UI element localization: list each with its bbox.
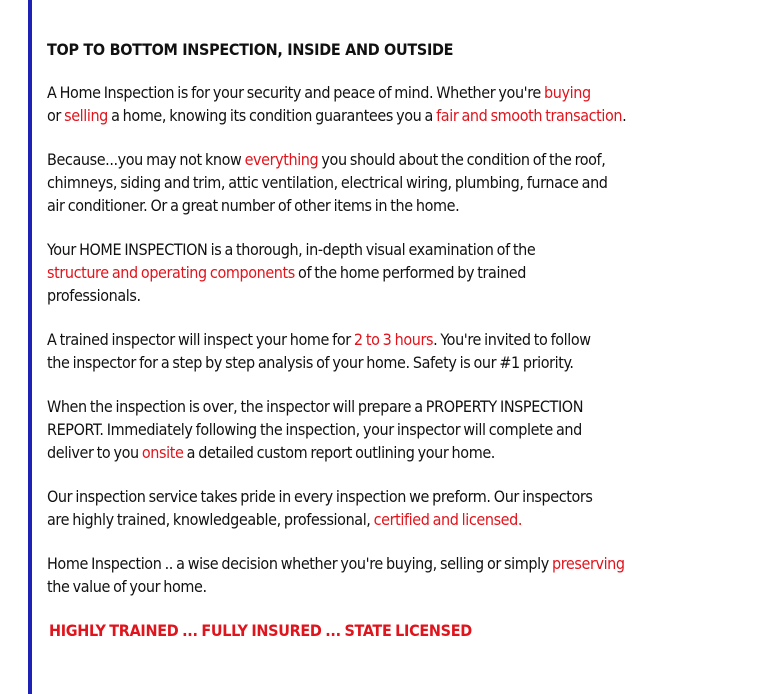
paragraph-line: professionals. [47,286,141,305]
text-run: Because...you may not know [47,150,245,169]
paragraph-line [47,148,747,171]
highlight-selling: selling [64,106,108,125]
highlight-duration: 2 to 3 hours [353,330,434,349]
paragraph-report [47,395,747,464]
text-run: A trained inspector will inspect your home for [47,330,354,349]
paragraph-line: air conditioner. Or a great number of other items in the home. [47,196,460,215]
text-run: A Home Inspection is for your security and peace of mind. Whether you're [47,83,545,102]
paragraph-service [47,485,747,531]
paragraph-line [47,508,747,531]
document-body [47,38,747,643]
paragraph-line [47,441,747,464]
paragraph-line [47,261,747,284]
paragraph-wise-decision [47,552,747,598]
highlight-certified: certified and licensed. [373,510,523,529]
text-run: a detailed custom report outlining your home. [183,443,495,462]
paragraph-line [47,81,747,104]
highlight-preserving: preserving [552,554,625,573]
paragraph-line [47,328,747,351]
text-run: deliver to you [47,443,142,462]
paragraph-line: the value of your home. [47,577,207,596]
paragraph-line [47,104,747,127]
text-run: are highly trained, knowledgeable, professional, [47,510,374,529]
paragraph-line [47,552,747,575]
text-run: you should about the condition of the roof, [318,150,606,169]
text-run: . You're invited to follow [433,330,591,349]
page-title: TOP TO BOTTOM INSPECTION, INSIDE AND OUTSIDE [47,40,454,59]
highlight-structure-components: structure and operating components [47,263,295,282]
text-run: of the home performed by trained [294,263,526,282]
paragraph-line: REPORT. Immediately following the inspection, your inspector will complete and [47,420,582,439]
highlight-onsite: onsite [141,443,184,462]
paragraph-line: chimneys, siding and trim, attic ventilation, electrical wiring, plumbing, furnace and [47,173,608,192]
highlight-buying: buying [544,83,591,102]
text-run: Home Inspection .. a wise decision whether you're buying, selling or simply [47,554,553,573]
highlight-everything: everything [244,150,319,169]
text-run: . [622,106,627,125]
text-run: or [47,106,65,125]
left-border-bar [28,0,32,694]
text-run: a home, knowing its condition guarantees you a [107,106,437,125]
highlight-fair-transaction: fair and smooth transaction [436,106,623,125]
paragraph-intro [47,81,747,127]
paragraph-line: When the inspection is over, the inspector will prepare a PROPERTY INSPECTION [47,397,584,416]
footer-tagline: HIGHLY TRAINED ... FULLY INSURED ... STATE LICENSED [49,621,472,640]
paragraph-trained-inspector [47,328,747,374]
paragraph-line: Your HOME INSPECTION is a thorough, in-depth visual examination of the [47,240,536,259]
paragraph-line: the inspector for a step by step analysis of your home. Safety is our #1 priority. [47,353,574,372]
paragraph-line: Our inspection service takes pride in every inspection we preform. Our inspectors [47,487,593,506]
paragraph-because [47,148,747,217]
paragraph-home-inspection [47,238,747,307]
